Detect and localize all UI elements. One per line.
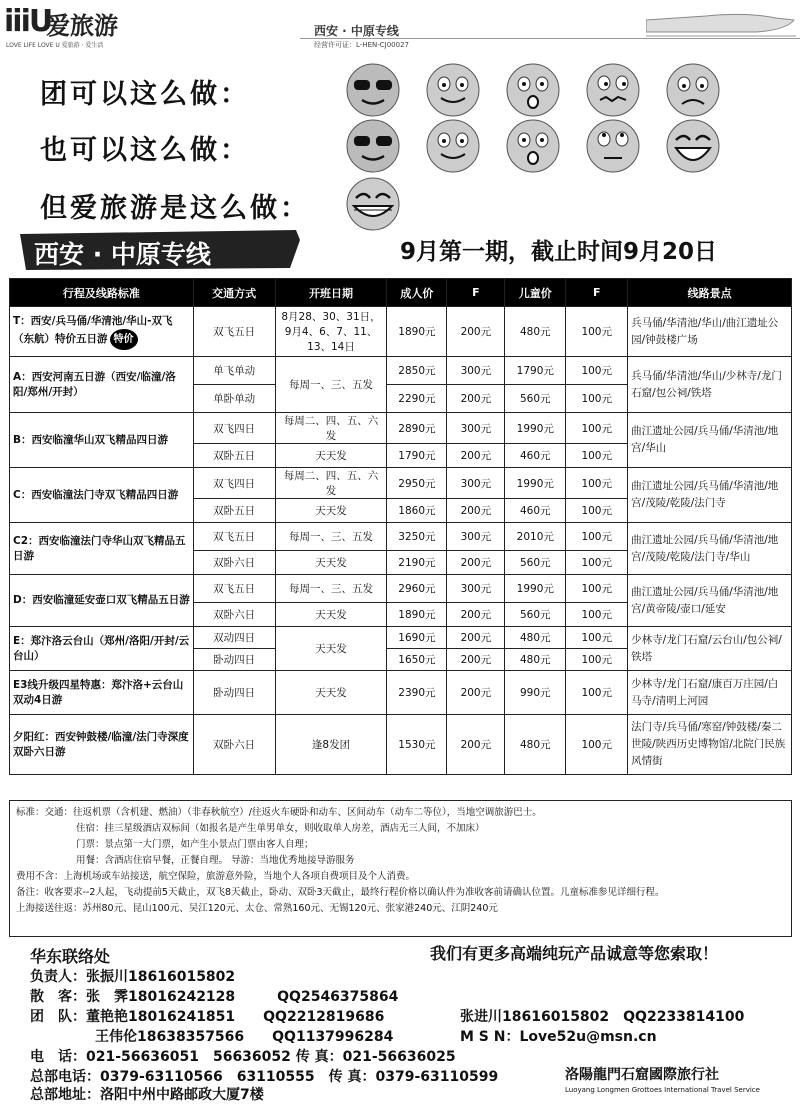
fee-cell: 200元: [447, 671, 505, 715]
route-name-text: E：郑汴洛云台山（郑州/洛阳/开封/云台山）: [13, 634, 190, 662]
table-row: [10, 715, 792, 775]
header-title: 西安 · 中原专线: [314, 24, 399, 38]
transport-cell: 卧动四日: [193, 671, 275, 715]
child-price-cell: 2010元: [505, 523, 566, 551]
dates-cell: 天天发: [275, 499, 387, 523]
col-header-route: 行程及线路标准: [10, 279, 194, 307]
fee-cell: 200元: [447, 603, 505, 627]
rolling-eyes-face-icon: [582, 118, 644, 174]
spots-cell: 少林寺/龙门石窟/康百万庄园/白马寺/清明上河园: [628, 671, 792, 715]
route-name-text: E3线升级四星特惠：郑汴洛+云台山双动4日游: [13, 678, 184, 706]
group-line-1: 团 队：董艳艳18016241851 QQ2212819686: [30, 1009, 385, 1025]
adult-price-cell: 2850元: [387, 357, 447, 385]
spots-cell: 曲江遗址公园/兵马俑/华清池/地宫/茂陵/乾陵/法门寺: [628, 468, 792, 523]
fee-cell: 200元: [447, 385, 505, 413]
adult-price-cell: 2290元: [387, 385, 447, 413]
route-name: [10, 671, 194, 715]
fee-cell: 300元: [447, 575, 505, 603]
col-header-spots: 线路景点: [628, 279, 792, 307]
table-row: [10, 468, 792, 499]
spots-cell: 兵马俑/华清池/华山/少林寺/龙门石窟/包公祠/铁塔: [628, 357, 792, 413]
dates-cell: 每周二、四、五、六发: [275, 413, 387, 444]
dates-cell: 每周一、三、五发: [275, 523, 387, 551]
note-line: 用餐：含酒店住宿早餐，正餐自理。 导游：当地优秀地接导游服务: [76, 855, 355, 866]
fee-cell: 100元: [566, 357, 628, 385]
msn-line: M S N：Love52u@msn.cn: [460, 1029, 657, 1045]
adult-price-cell: 1650元: [387, 649, 447, 671]
spots-cell: 曲江遗址公园/兵马俑/华清池/地宫/华山: [628, 413, 792, 468]
transport-cell: 双卧五日: [193, 444, 275, 468]
retail-line: 散 客：张 霁18016242128 QQ2546375864: [30, 989, 399, 1005]
hq-address-line: 总部地址：洛阳中州中路邮政大厦7楼: [30, 1087, 264, 1103]
note-line: 上海接送往返：苏州80元、昆山100元、吴江120元、太仓、常熟160元、无锡120元、张家港240元、江阴240元: [16, 903, 498, 914]
table-row: [10, 307, 792, 357]
col-header-f1: F: [447, 279, 505, 307]
grin-face-icon: [342, 176, 404, 232]
fee-cell: 100元: [566, 468, 628, 499]
sunglasses-face-icon: [342, 62, 404, 118]
child-price-cell: 1790元: [505, 357, 566, 385]
table-header-row: [10, 279, 792, 307]
fee-cell: 200元: [447, 649, 505, 671]
transport-cell: 双飞四日: [193, 468, 275, 499]
transport-cell: 双飞五日: [193, 307, 275, 357]
route-name-text: D：西安临潼延安壶口双飞精品五日游: [13, 594, 190, 606]
fee-cell: 100元: [566, 551, 628, 575]
faces-row-3: [40, 176, 780, 232]
table-row: [10, 413, 792, 444]
route-name: [10, 357, 194, 413]
agency-logo: [565, 1064, 795, 1096]
col-header-adult-price: 成人价: [387, 279, 447, 307]
header: [0, 0, 800, 52]
fee-cell: 100元: [566, 627, 628, 649]
agency-name: 洛陽龍門石窟國際旅行社: [565, 1067, 719, 1083]
route-name-text: C：西安临潼法门寺双飞精品四日游: [13, 488, 179, 501]
dates-cell: 天天发: [275, 444, 387, 468]
faces-row-2: [40, 118, 780, 174]
hq-phone-line: 总部电话：0379-63110566 63110555 传 真：0379-63110599: [30, 1069, 499, 1085]
logo-mark: iiiU: [4, 4, 52, 39]
fee-cell: 100元: [566, 499, 628, 523]
fee-cell: 200元: [447, 627, 505, 649]
note-line: 备注：收客要求--2人起，飞动提前5天截止，双飞8天截止，卧动、双卧3天截止，最终行程价格以确认件为准收客前请确认位置。儿童标准参见详细行程。: [16, 887, 665, 898]
dates-cell: 天天发: [275, 603, 387, 627]
route-name-text: C2：西安临潼法门寺华山双飞精品五日游: [13, 534, 186, 562]
adult-price-cell: 1790元: [387, 444, 447, 468]
office-title: 华东联络处: [30, 947, 111, 966]
route-name: [10, 715, 194, 775]
smile-face-icon: [422, 118, 484, 174]
route-name-text: A：西安河南五日游（西安/临潼/洛阳/郑州/开封）: [13, 370, 176, 398]
table-row: [10, 357, 792, 385]
route-name: [10, 627, 194, 671]
fee-cell: 300元: [447, 468, 505, 499]
spots-cell: 法门寺/兵马俑/寒窑/钟鼓楼/秦二世陵/陕西历史博物馆/北院门民族风情街: [628, 715, 792, 775]
transport-cell: 单卧单动: [193, 385, 275, 413]
license-number: 经营许可证：L-HEN-CJ00027: [314, 41, 409, 49]
transport-cell: 卧动四日: [193, 649, 275, 671]
dates-cell: 8月28、30、31日，9月4、6、7、11、13、14日: [275, 307, 387, 357]
col-header-dates: 开班日期: [275, 279, 387, 307]
phone-line: 电 话：021-56636051 56636052 传 真：021-56636025: [30, 1049, 456, 1065]
child-price-cell: 480元: [505, 649, 566, 671]
child-price-cell: 560元: [505, 385, 566, 413]
transport-cell: 双动四日: [193, 627, 275, 649]
adult-price-cell: 2890元: [387, 413, 447, 444]
spots-cell: 少林寺/龙门石窟/云台山/包公祠/铁塔: [628, 627, 792, 671]
adult-price-cell: 1860元: [387, 499, 447, 523]
agency-name-english: Luoyang Longmen Grottoes International Travel Service: [565, 1086, 760, 1094]
route-name: [10, 468, 194, 523]
fee-cell: 100元: [566, 523, 628, 551]
logo-text: 爱旅游: [46, 12, 118, 40]
fee-cell: 300元: [447, 523, 505, 551]
faces-row-1-label: 团可以这么做：: [40, 79, 250, 110]
route-name: [10, 523, 194, 575]
grimace-face-icon: [582, 62, 644, 118]
deadline-headline: 9月第一期，截止时间9月20日: [400, 239, 718, 265]
sad-face-icon: [662, 62, 724, 118]
table-row: [10, 523, 792, 551]
route-name-text: T：西安/兵马俑/华清池/华山-双飞（东航）特价五日游: [13, 314, 173, 345]
note-line: 费用不含：上海机场或车站接送，航空保险，旅游意外险，当地个人各项自费项目及个人消费。: [16, 871, 416, 882]
fee-cell: 300元: [447, 357, 505, 385]
spots-cell: 兵马俑/华清池/华山/曲江遗址公园/钟鼓楼广场: [628, 307, 792, 357]
child-price-cell: 1990元: [505, 575, 566, 603]
fee-cell: 200元: [447, 444, 505, 468]
sunglasses-face-icon: [342, 118, 404, 174]
table-row: [10, 671, 792, 715]
train-icon: [646, 6, 796, 38]
faces-row-3-label: 但爱旅游是这么做：: [40, 193, 310, 224]
fee-cell: 200元: [447, 551, 505, 575]
fee-cell: 100元: [566, 413, 628, 444]
header-divider: [300, 38, 800, 39]
fee-cell: 200元: [447, 307, 505, 357]
adult-price-cell: 1530元: [387, 715, 447, 775]
dates-cell: 天天发: [275, 671, 387, 715]
route-name: [10, 307, 194, 357]
fee-cell: 100元: [566, 307, 628, 357]
faces-row-1: [40, 62, 780, 118]
fee-cell: 100元: [566, 649, 628, 671]
transport-cell: 双卧六日: [193, 551, 275, 575]
child-price-cell: 560元: [505, 551, 566, 575]
child-price-cell: 1990元: [505, 468, 566, 499]
terms-notes: [9, 800, 792, 937]
logo: [4, 4, 169, 50]
transport-cell: 双飞五日: [193, 523, 275, 551]
transport-cell: 单飞单动: [193, 357, 275, 385]
col-header-child-price: 儿童价: [505, 279, 566, 307]
dates-cell: 每周一、三、五发: [275, 357, 387, 413]
fee-cell: 200元: [447, 715, 505, 775]
transport-cell: 双飞五日: [193, 575, 275, 603]
child-price-cell: 480元: [505, 307, 566, 357]
fee-cell: 100元: [566, 444, 628, 468]
manager-line: 负责人：张振川18616015802: [30, 969, 236, 985]
adult-price-cell: 2190元: [387, 551, 447, 575]
note-line: 标准：交通：往返机票（含机建、燃油）（非春秋航空）/往返火车硬卧和动车、区间动车（动车二等位），当地空调旅游巴士。: [16, 807, 542, 818]
laughing-face-icon: [662, 118, 724, 174]
child-price-cell: 560元: [505, 603, 566, 627]
more-products-slogan: 我们有更多高端纯玩产品诚意等您索取！: [430, 944, 719, 963]
fee-cell: 100元: [566, 603, 628, 627]
faces-row-2-label: 也可以这么做：: [40, 135, 250, 166]
transport-cell: 双卧六日: [193, 715, 275, 775]
col-header-transport: 交通方式: [193, 279, 275, 307]
fee-cell: 100元: [566, 715, 628, 775]
dates-cell: 每周一、三、五发: [275, 575, 387, 603]
child-price-cell: 990元: [505, 671, 566, 715]
surprised-face-icon: [502, 118, 564, 174]
adult-price-cell: 3250元: [387, 523, 447, 551]
smile-face-icon: [422, 62, 484, 118]
note-line: 住宿：挂三星级酒店双标间（如报名是产生单男单女，则收取单人房差，酒店无三人间，不加床）: [76, 823, 485, 834]
transport-cell: 双卧五日: [193, 499, 275, 523]
route-name: [10, 575, 194, 627]
surprised-face-icon: [502, 62, 564, 118]
route-name-text: B：西安临潼华山双飞精品四日游: [13, 433, 169, 446]
dates-cell: 逢8发团: [275, 715, 387, 775]
child-price-cell: 1990元: [505, 413, 566, 444]
route-name-text: 夕阳红：西安钟鼓楼/临潼/法门寺深度双卧六日游: [13, 730, 189, 758]
special-price-badge: 特价: [110, 329, 138, 350]
note-line: 门票：景点第一大门票，如产生小景点门票由客人自理；: [76, 839, 314, 850]
child-price-cell: 480元: [505, 627, 566, 649]
fee-cell: 200元: [447, 499, 505, 523]
price-table: [9, 278, 792, 775]
banner: [20, 230, 300, 270]
route-name: [10, 413, 194, 468]
group-line-2: 王伟伦18638357566 QQ1137996284: [95, 1029, 394, 1045]
fee-cell: 100元: [566, 575, 628, 603]
fee-cell: 300元: [447, 413, 505, 444]
transport-cell: 双飞四日: [193, 413, 275, 444]
logo-subtitle: LOVE LIFE LOVE U 爱旅游 · 爱生活: [6, 42, 104, 49]
child-price-cell: 480元: [505, 715, 566, 775]
spots-cell: 曲江遗址公园/兵马俑/华清池/地宫/茂陵/乾陵/法门寺/华山: [628, 523, 792, 575]
table-row: [10, 627, 792, 649]
col-header-f2: F: [566, 279, 628, 307]
fee-cell: 100元: [566, 385, 628, 413]
zhang-line: 张进川18616015802 QQ2233814100: [460, 1009, 745, 1025]
banner-title: 西安 · 中原专线: [34, 240, 211, 269]
dates-cell: 天天发: [275, 551, 387, 575]
fee-cell: 100元: [566, 671, 628, 715]
child-price-cell: 460元: [505, 499, 566, 523]
child-price-cell: 460元: [505, 444, 566, 468]
dates-cell: 每周二、四、五、六发: [275, 468, 387, 499]
adult-price-cell: 2960元: [387, 575, 447, 603]
table-row: [10, 575, 792, 603]
adult-price-cell: 2390元: [387, 671, 447, 715]
transport-cell: 双卧六日: [193, 603, 275, 627]
adult-price-cell: 1890元: [387, 307, 447, 357]
adult-price-cell: 2950元: [387, 468, 447, 499]
adult-price-cell: 1890元: [387, 603, 447, 627]
adult-price-cell: 1690元: [387, 627, 447, 649]
dates-cell: 天天发: [275, 627, 387, 671]
spots-cell: 曲江遗址公园/兵马俑/华清池/地宫/黄帝陵/壶口/延安: [628, 575, 792, 627]
